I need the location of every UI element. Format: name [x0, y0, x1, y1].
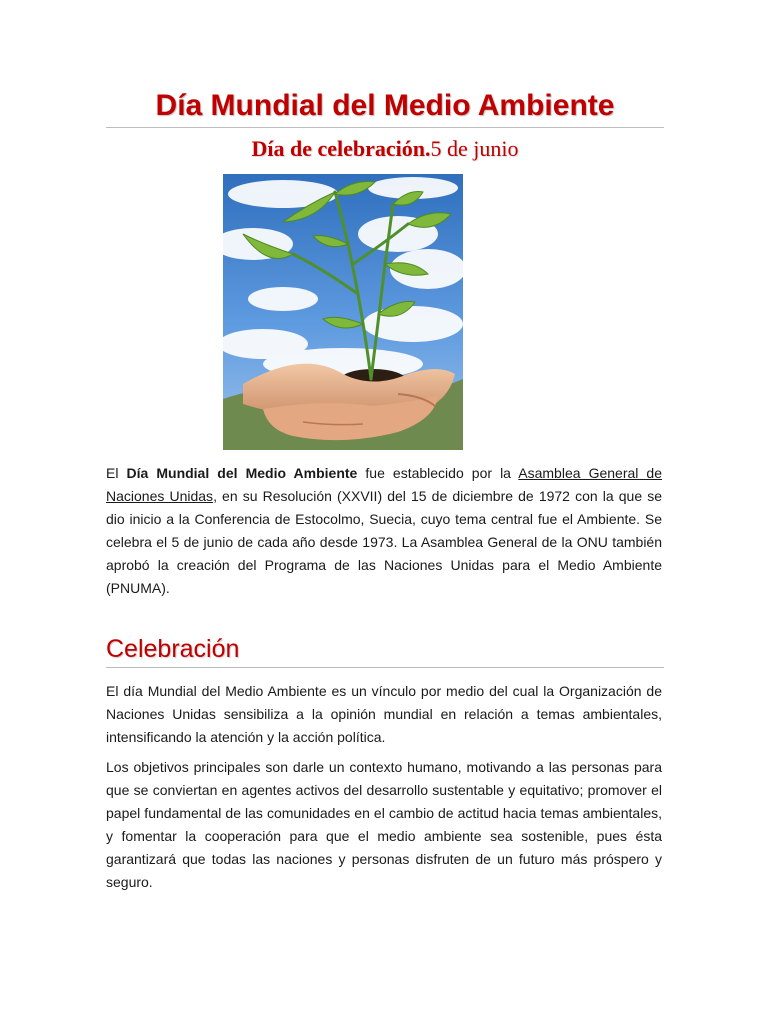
intro-paragraph: [106, 462, 662, 600]
link-pnuma[interactable]: Programa de las Naciones Unidas para el Medio Ambiente: [264, 557, 662, 573]
title-divider: [106, 127, 664, 128]
section-paragraph-2: Los objetivos principales son darle un contexto humano, motivando a las personas para que se conviertan en agentes activos del desarrollo sustentable y equitativo; promover el papel fundamental de las comunidades en el cambio de actitud hacia temas ambientales, y fomentar la cooperación para que el medio ambiente sea sostenible, pues ésta garantizará que todas las naciones y personas disfruten de un futuro más próspero y seguro.: [106, 759, 662, 890]
section-divider: [106, 667, 664, 668]
section-paragraph-1: El día Mundial del Medio Ambiente es un vínculo por medio del cual la Organización de Naciones Unidas sensibiliza a la opinión mundial en relación a temas ambientales, intensificando la atención y la acción política.: [106, 683, 662, 745]
link-asamblea-general[interactable]: Asamblea General de Naciones Unidas: [106, 465, 663, 504]
intro-text-3: , en su Resolución (XXVII) del 15 de diciembre de 1972 con la que se dio inicio a la Conferencia de Estocolmo, Suecia, cuyo tema central fue el Ambiente. Se celebra el 5 de junio de cada año desde 1973. La Asamblea General de la ONU también aprobó la creación del: [106, 488, 662, 573]
intro-text-1: El: [106, 465, 127, 481]
section-heading: Celebración: [106, 635, 240, 663]
seedling-in-hands-photo: [223, 174, 463, 450]
page-title: Día Mundial del Medio Ambiente: [155, 89, 615, 122]
celebration-label: Día de celebración.: [251, 136, 431, 161]
intro-text-2: fue establecido por la: [357, 465, 519, 481]
celebration-date-line: [106, 134, 664, 164]
intro-text-4: (PNUMA).: [106, 580, 170, 596]
intro-bold-term: Día Mundial del Medio Ambiente: [126, 465, 358, 481]
celebration-date: 5 de junio: [430, 136, 519, 161]
